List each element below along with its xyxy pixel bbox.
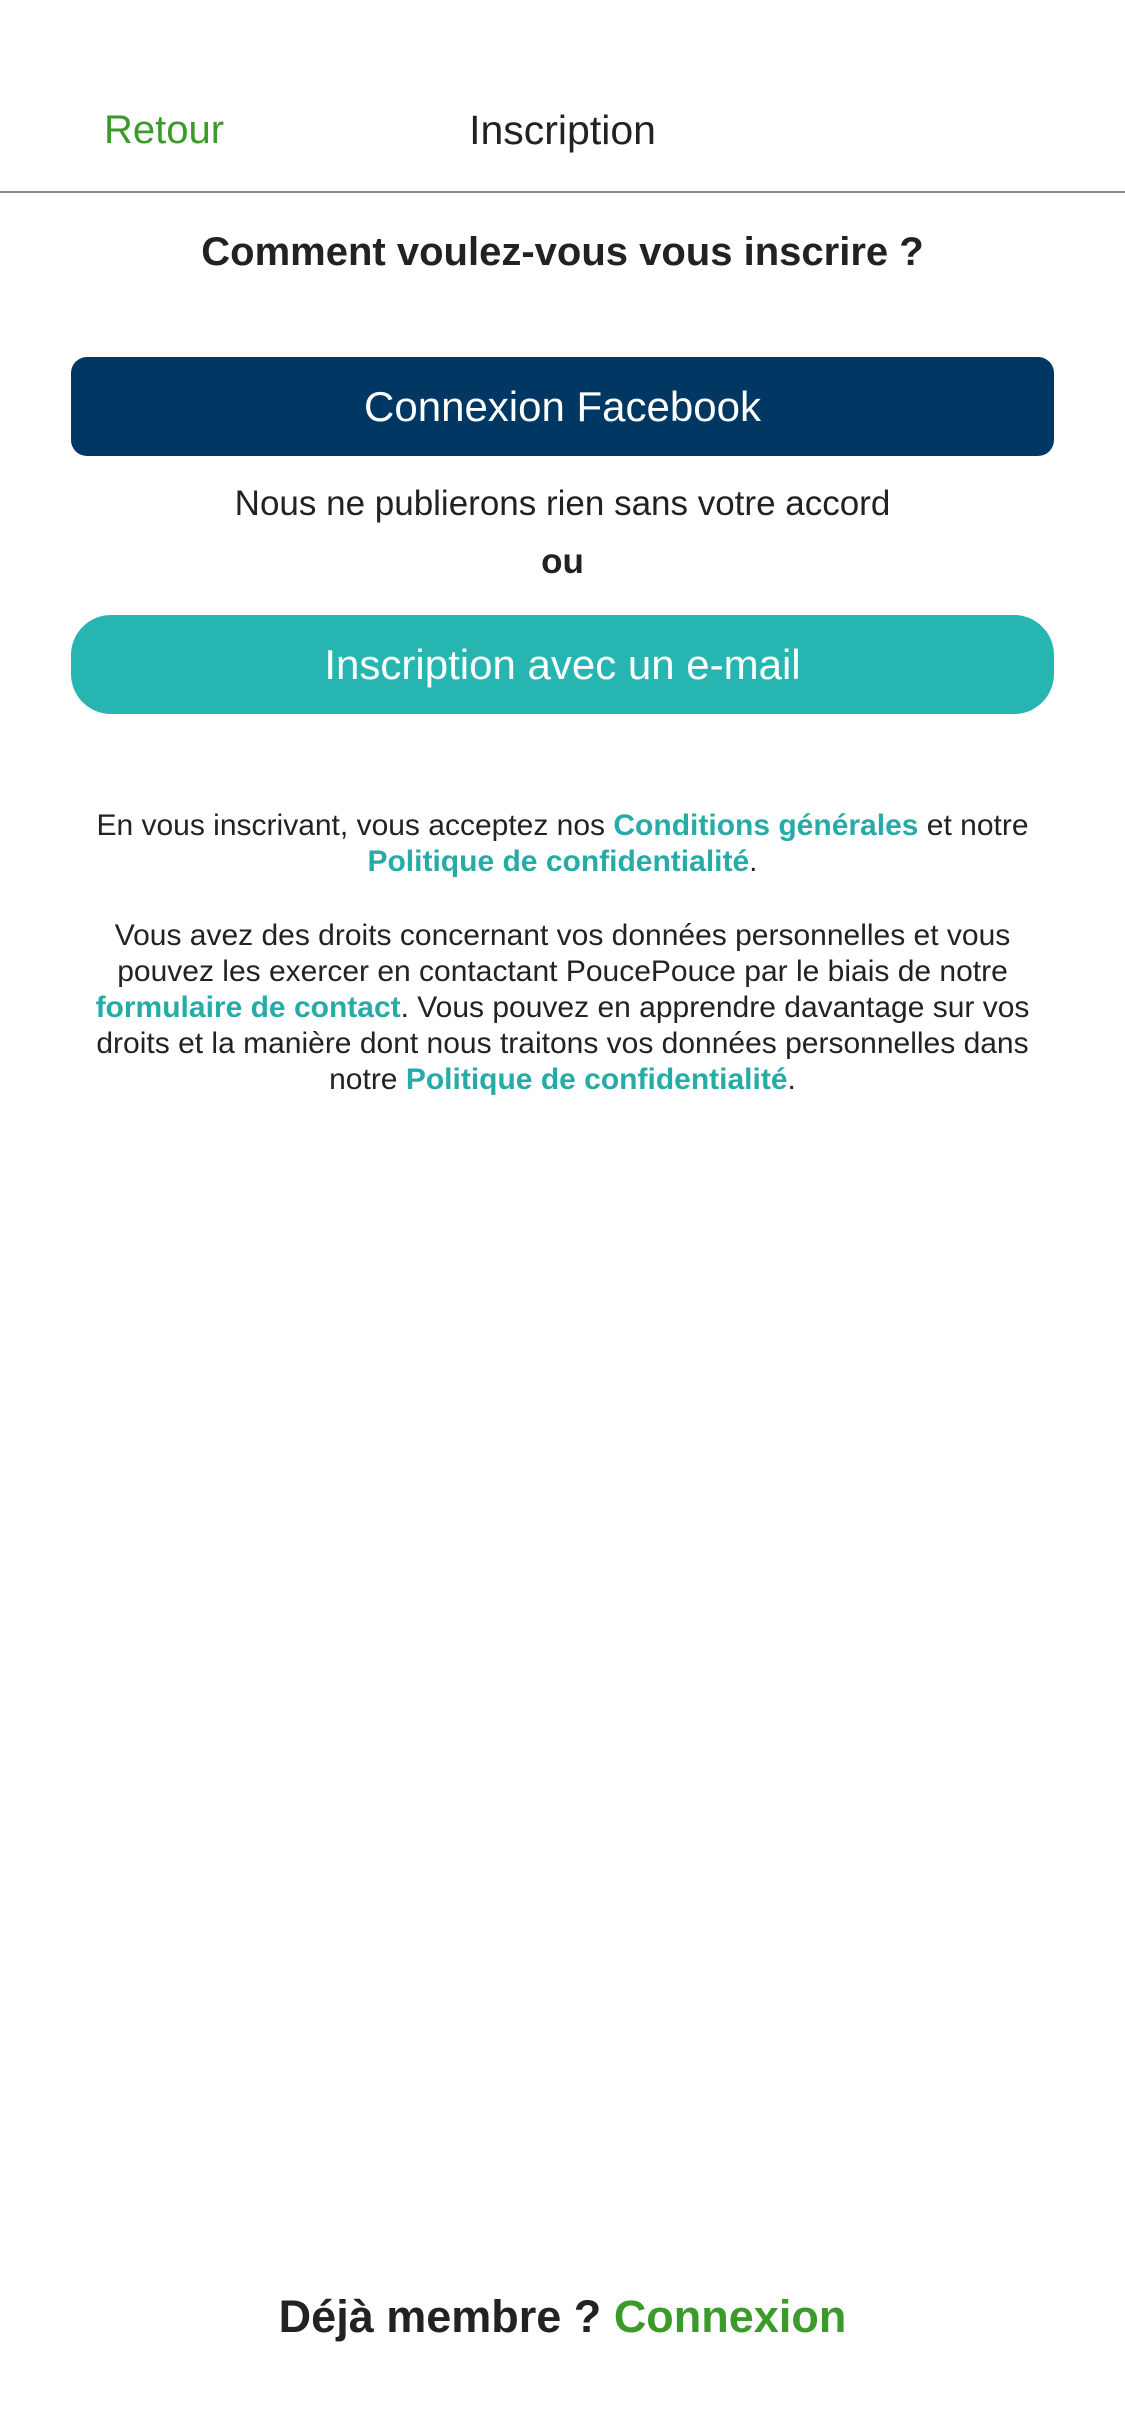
terms-end-text: . [749, 845, 758, 878]
facebook-login-button[interactable]: Connexion Facebook [71, 357, 1054, 456]
privacy-policy-link-2[interactable]: Politique de confidentialité [405, 1063, 788, 1096]
terms-notice [90, 808, 1035, 880]
rights-middle-text: . Vous pouvez en apprendre davantage sur vos droits et la manière dont nous traitons vos données personnelles dans notre [96, 991, 1030, 1096]
conditions-link[interactable]: Conditions générales [613, 809, 919, 842]
existing-member-text: Déjà membre ? [278, 2291, 614, 2342]
signup-question: Comment voulez-vous vous inscrire ? [201, 230, 924, 274]
terms-middle-text: et notre [918, 809, 1029, 842]
email-signup-button[interactable]: Inscription avec un e-mail [71, 615, 1054, 714]
contact-form-link[interactable]: formulaire de contact [95, 991, 401, 1024]
or-separator: ou [541, 542, 584, 581]
login-link[interactable]: Connexion [613, 2291, 847, 2342]
page-title: Inscription [469, 107, 656, 153]
privacy-policy-link[interactable]: Politique de confidentialité [367, 845, 750, 878]
back-button[interactable]: Retour [104, 108, 225, 152]
rights-intro-text: Vous avez des droits concernant vos données personnelles et vous pouvez les exercer en contactant PoucePouce par le biais de notre [114, 919, 1011, 988]
rights-end-text: . [787, 1063, 796, 1096]
navigation-bar [0, 0, 1125, 193]
consent-note: Nous ne publierons rien sans votre accord [234, 484, 891, 523]
data-rights-notice [90, 918, 1035, 1098]
terms-intro-text: En vous inscrivant, vous acceptez nos [96, 809, 614, 842]
existing-member-prompt [0, 2290, 1125, 2344]
